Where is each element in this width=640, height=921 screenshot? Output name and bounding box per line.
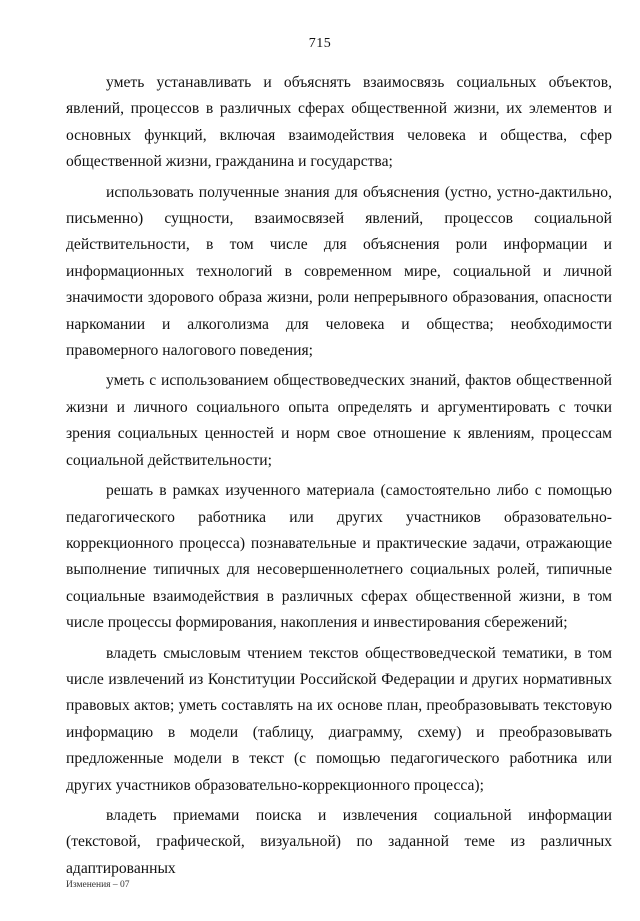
paragraph: решать в рамках изученного материала (самостоятельно либо с помощью педагогического работника или других участников образовательно-коррекционного процесса) познавательные и практические задачи, отражающие выполнение типичных для несовершеннолетнего социальных ролей, типичные социальные взаимодействия в различных сферах общественной жизни, в том числе процессы формирования, накопления и инвестирования сбережений;: [66, 482, 612, 632]
paragraph: уметь с использованием обществоведческих знаний, фактов общественной жизни и личного социального опыта определять и аргументировать с точки зрения социальных ценностей и норм свое отношение к явлениям, процессам социальной действительности;: [66, 372, 612, 469]
page-number: 715: [308, 36, 332, 51]
paragraph: владеть смысловым чтением текстов обществоведческой тематики, в том числе извлечений из Конституции Российской Федерации и других нормативных правовых актов; уметь составлять на их основе план, преобразовывать текстовую информацию в модели (таблицу, диаграмму, схему) и преобразовывать предложенные модели в текст (с помощью педагогического работника или других участников образовательно-коррекционного процесса);: [66, 644, 612, 794]
paragraph: владеть приемами поиска и извлечения социальной информации (текстовой, графической, визуальной) по заданной теме из различных адаптированных: [66, 806, 612, 877]
document-body: [66, 70, 612, 886]
footer-note: Изменения – 07: [66, 880, 130, 890]
paragraph: уметь устанавливать и объяснять взаимосвязь социальных объектов, явлений, процессов в различных сферах общественной жизни, их элементов и основных функций, включая взаимодействия человека и общества, сфер общественной жизни, гражданина и государства;: [66, 74, 612, 171]
paragraph: использовать полученные знания для объяснения (устно, устно-дактильно, письменно) сущности, взаимосвязей явлений, процессов социальной действительности, в том числе для объяснения роли информации и информационных технологий в современном мире, социальной и личной значимости здорового образа жизни, роли непрерывного образования, опасности наркомании и алкоголизма для человека и общества; необходимости правомерного налогового поведения;: [66, 183, 612, 360]
